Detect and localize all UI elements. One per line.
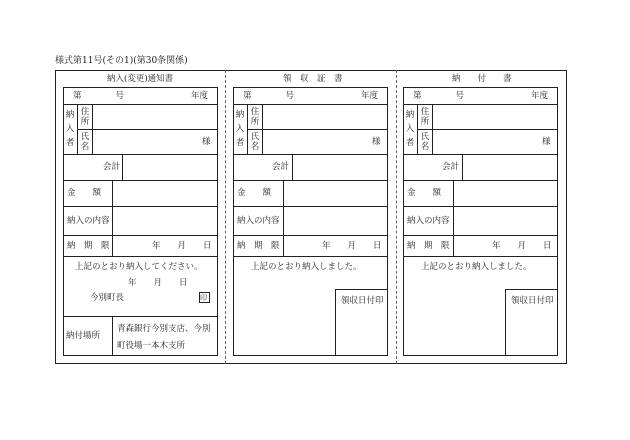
content-label: 納入の内容	[237, 216, 280, 226]
number-label: 第 号	[73, 91, 125, 101]
honorific-sama: 様	[542, 137, 551, 147]
notice-text: 上記のとおり納入しました。	[251, 262, 362, 272]
payment-place-label: 納付場所	[66, 331, 101, 341]
deadline-value: 年 月 日	[492, 241, 552, 251]
deadline-value: 年 月 日	[152, 241, 212, 251]
accounting-label: 会計	[103, 162, 121, 172]
notice-text: 上記のとおり納入しました。	[421, 262, 532, 272]
panel-title: 領 収 証 書	[283, 74, 343, 84]
honorific-sama: 様	[202, 137, 211, 147]
stamp-label: 領収日付印	[341, 296, 384, 306]
deadline-label: 納 期 限	[67, 241, 110, 251]
perforation-1	[225, 70, 226, 364]
honorific-sama: 様	[372, 137, 381, 147]
payment-place-line1: 青森銀行今別支店、今別	[117, 324, 211, 334]
number-label: 第 号	[413, 91, 465, 101]
accounting-label: 会計	[272, 162, 290, 172]
payment-place-line2: 町役場一本木支所	[117, 341, 186, 351]
notice-text: 上記のとおり納入してください。	[75, 262, 203, 272]
deadline-label: 納 期 限	[237, 241, 280, 251]
perforation-2	[396, 70, 397, 364]
panel-title: 納入(変更)通知書	[107, 74, 174, 84]
deadline-label: 納 期 限	[407, 241, 450, 251]
issuer-name: 今別町長	[90, 293, 125, 303]
fiscal-year-label: 年度	[531, 91, 549, 101]
amount-label: 金 額	[237, 188, 272, 198]
seal-icon: 印	[200, 294, 207, 302]
deadline-value: 年 月 日	[322, 241, 382, 251]
amount-label: 金 額	[407, 188, 442, 198]
issue-date: 年 月 日	[128, 278, 188, 288]
fiscal-year-label: 年度	[361, 91, 379, 101]
panel-title: 納 付 書	[452, 74, 512, 84]
accounting-label: 会計	[442, 162, 460, 172]
content-label: 納入の内容	[67, 216, 110, 226]
number-label: 第 号	[243, 91, 295, 101]
form-number: 様式第11号(その1)(第30条関係)	[55, 56, 188, 66]
fiscal-year-label: 年度	[191, 91, 209, 101]
content-label: 納入の内容	[407, 216, 450, 226]
stamp-label: 領収日付印	[511, 296, 554, 306]
amount-label: 金 額	[67, 188, 102, 198]
